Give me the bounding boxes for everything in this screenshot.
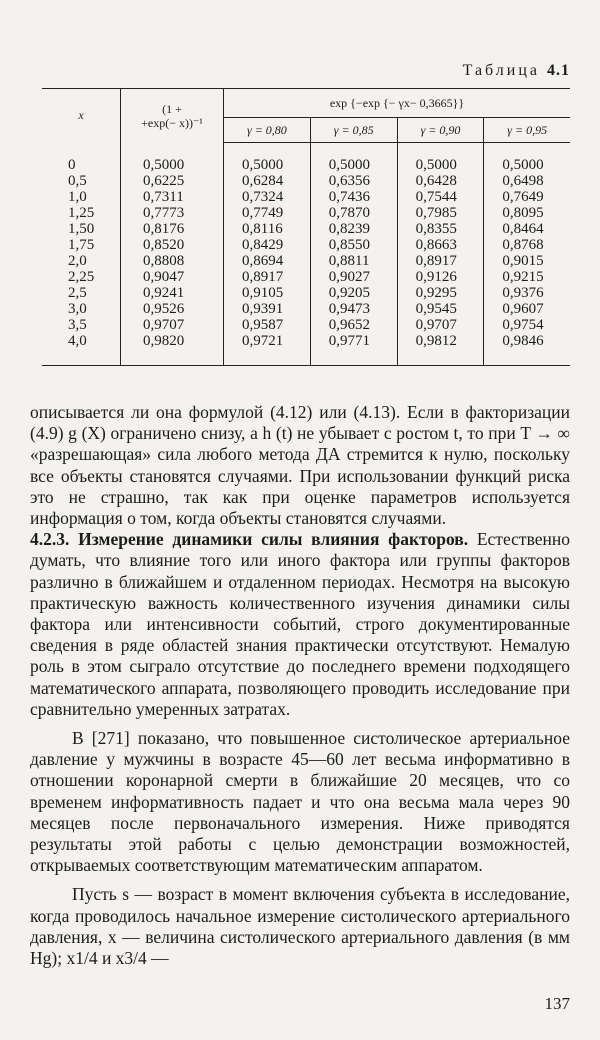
- header-gamma-3: γ = 0,90: [397, 118, 484, 143]
- header-gamma-1: γ = 0,80: [224, 118, 311, 143]
- section-body: Естественно думать, что влияние того или иного фактора или группы факторов различно в ближайшем и отдаленном периодах. Несмотря на высокую практическую важность количественного изучения динамики силы фактора или интенсивности событий, строго документированные сведения в ряде областей знания практически отсутствуют. Немалую роль в этом сыграло отсутствие до последнего времени подходящего математического аппарата, позволяющего проводить исследование при сравнительно умеренных затратах.: [30, 529, 570, 719]
- table-row: 1,75 0,8520 0,8429 0,8550 0,8663 0,8768: [42, 237, 570, 253]
- table-caption-word: Таблица: [462, 62, 540, 79]
- header-gamma-2: γ = 0,85: [310, 118, 397, 143]
- table-row: 2,0 0,8808 0,8694 0,8811 0,8917 0,9015: [42, 253, 570, 269]
- page-number: 137: [544, 994, 570, 1013]
- header-logistic: (1 + +exp(− x))⁻¹: [121, 89, 224, 143]
- section-heading: 4.2.3. Измерение динамики силы влияния факторов.: [30, 529, 469, 550]
- paragraph-4: Пусть s — возраст в момент включения субъекта в исследование, когда проводилось начальное измерение систолического артериального давления, x — величина систолического артериального давления (в мм Hg); x1/4 и x3/4 —: [30, 884, 570, 969]
- table-row: 3,0 0,9526 0,9391 0,9473 0,9545 0,9607: [42, 301, 570, 317]
- paragraph-3: В [271] показано, что повышенное систолическое артериальное давление у мужчины в возрасте 45—60 лет весьма информативно в отношении коронарной смерти в ближайшие 20 месяцев, что со временем информативность падает и что она весьма мала через 90 месяцев после первоначального измерения. Ниже приводятся результаты этой работы с целью демонстрации возможностей, открываемых соответствующим математическим аппаратом.: [30, 728, 570, 876]
- table-row: 2,25 0,9047 0,8917 0,9027 0,9126 0,9215: [42, 269, 570, 285]
- body-text: [30, 402, 570, 969]
- table-row: 2,5 0,9241 0,9105 0,9205 0,9295 0,9376: [42, 285, 570, 301]
- table-caption-number: 4.1: [547, 62, 570, 79]
- paragraph-2: [30, 529, 570, 720]
- table-row: 1,50 0,8176 0,8116 0,8239 0,8355 0,8464: [42, 221, 570, 237]
- table-caption: [463, 62, 570, 80]
- table-row: 1,25 0,7773 0,7749 0,7870 0,7985 0,8095: [42, 205, 570, 221]
- table-row: 0 0,5000 0,5000 0,5000 0,5000 0,5000: [42, 143, 570, 174]
- header-x: x: [42, 89, 121, 143]
- header-exp-formula: exp {−exp {− γx− 0,3665}}: [224, 89, 571, 118]
- header-gamma-4: γ = 0,95: [484, 118, 570, 143]
- table-row: 4,0 0,9820 0,9721 0,9771 0,9812 0,9846: [42, 333, 570, 366]
- paragraph-1: описывается ли она формулой (4.12) или (4.13). Если в факторизации (4.9) g (X) ограничено снизу, а h (t) не убывает с ростом t, то при T → ∞ «разрешающая» сила любого метода ДА стремится к нулю, поскольку все объекты становятся случаями. При использовании функций риска это не страшно, так как при оценке параметров используется информация о том, когда объекты становятся случаями.: [30, 402, 570, 529]
- data-table: [42, 88, 570, 366]
- table-row: 3,5 0,9707 0,9587 0,9652 0,9707 0,9754: [42, 317, 570, 333]
- table-row: 0,5 0,6225 0,6284 0,6356 0,6428 0,6498: [42, 173, 570, 189]
- table-row: 1,0 0,7311 0,7324 0,7436 0,7544 0,7649: [42, 189, 570, 205]
